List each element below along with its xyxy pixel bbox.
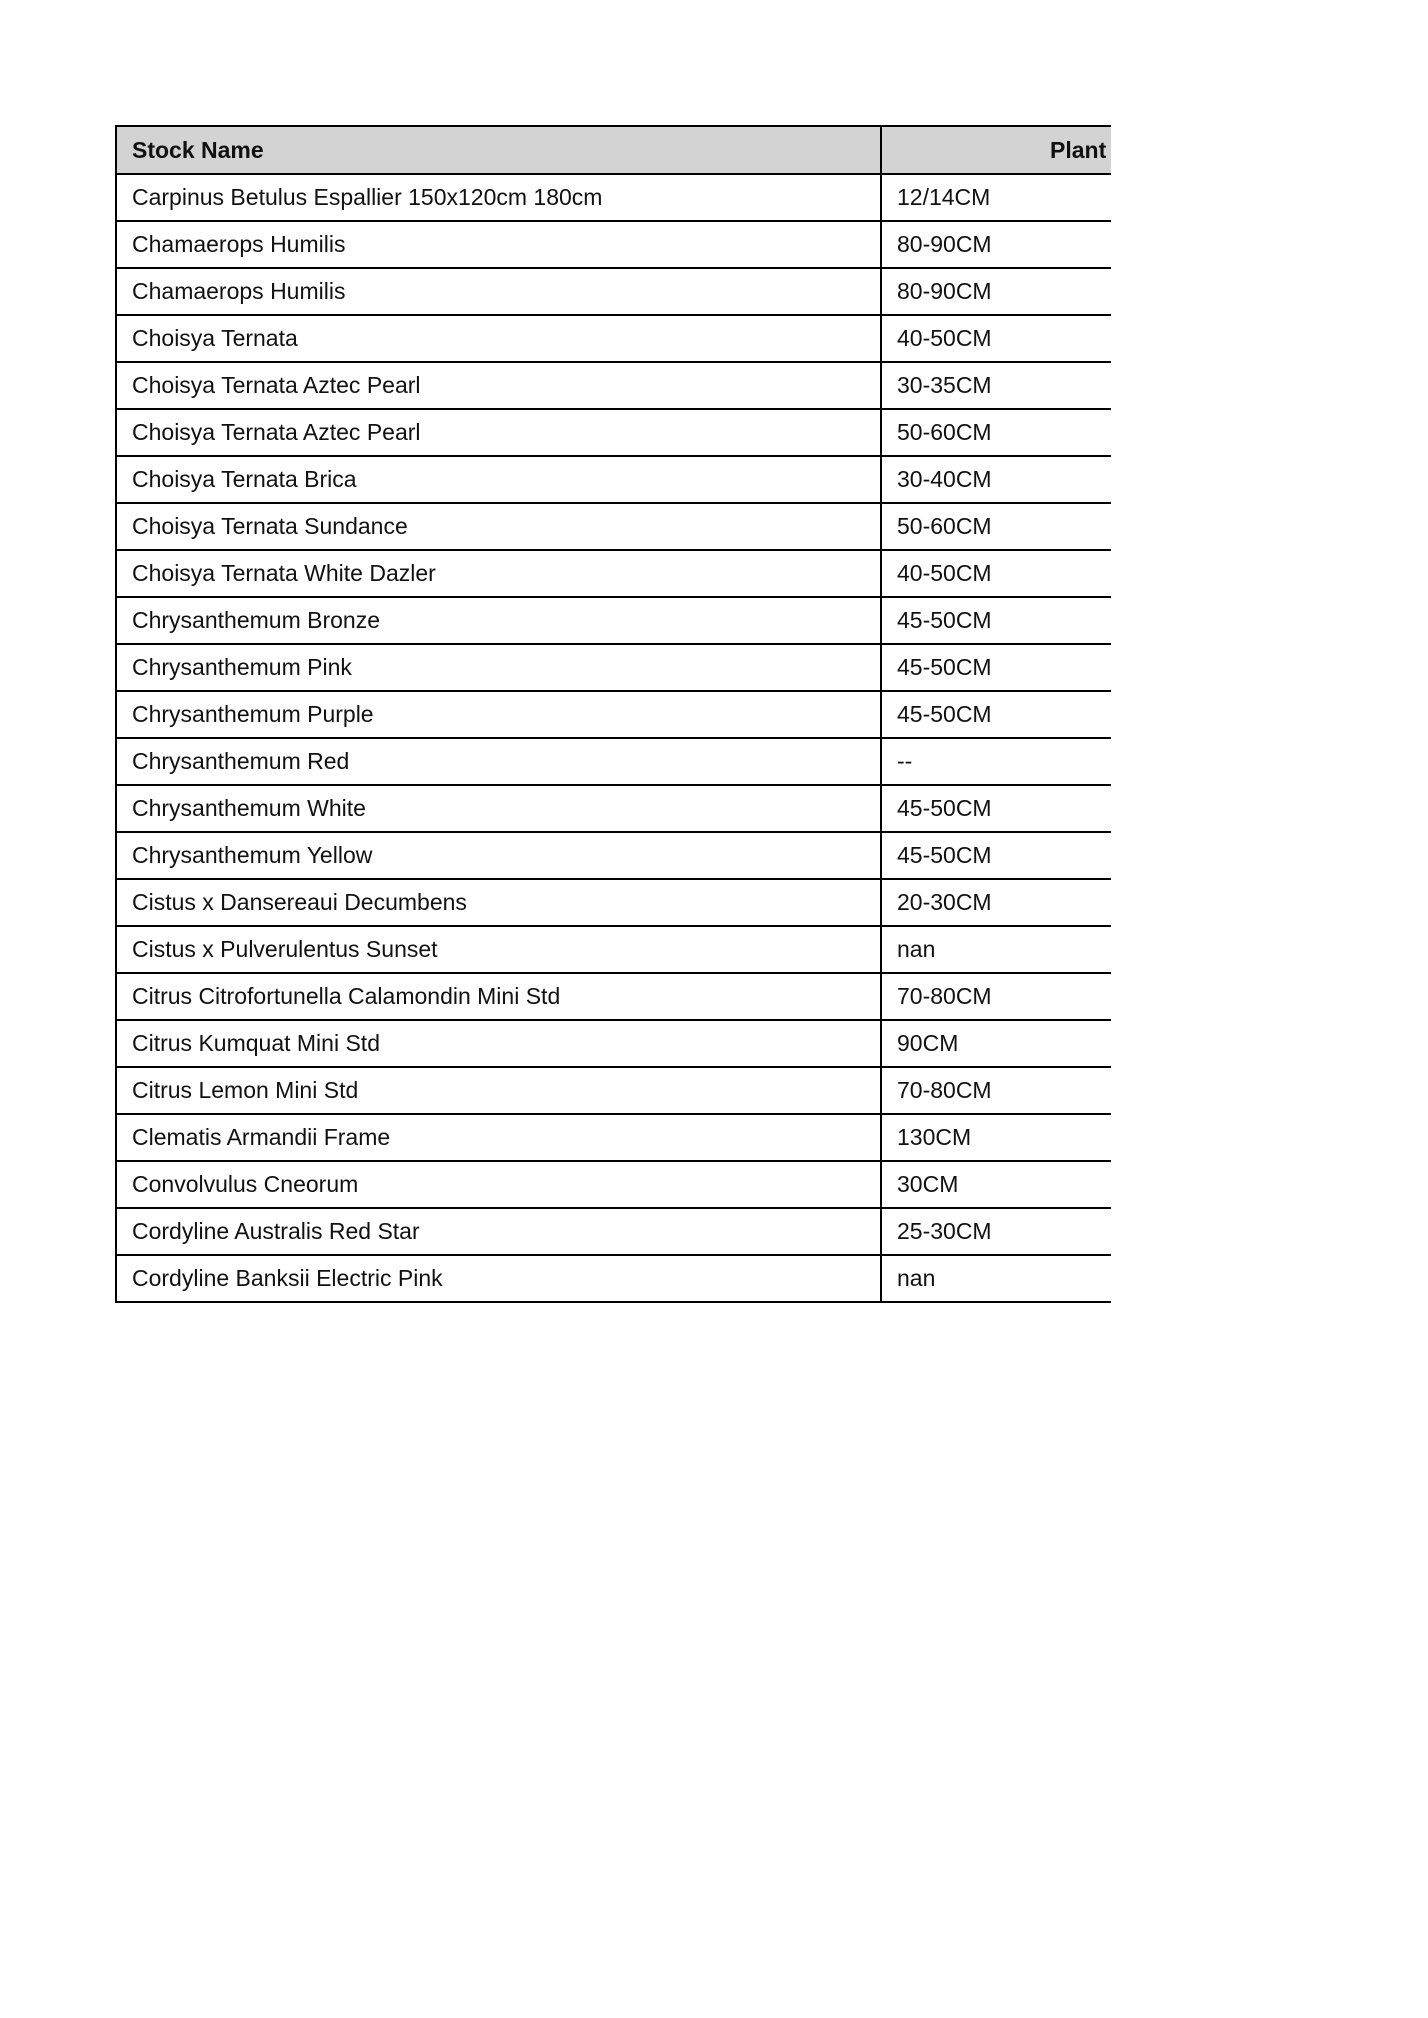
- column-header-stock-name: Stock Name: [116, 126, 881, 174]
- table-row: [116, 315, 1111, 362]
- table-row: [116, 785, 1111, 832]
- stock-name-cell: Choisya Ternata Aztec Pearl: [116, 362, 881, 409]
- plant-size-cell: 30CM: [881, 1161, 1111, 1208]
- table-row: [116, 738, 1111, 785]
- table-row: [116, 409, 1111, 456]
- table-row: [116, 973, 1111, 1020]
- table-row: [116, 456, 1111, 503]
- plant-size-cell: 20-30CM: [881, 879, 1111, 926]
- stock-name-cell: Choisya Ternata White Dazler: [116, 550, 881, 597]
- stock-name-cell: Choisya Ternata Sundance: [116, 503, 881, 550]
- plant-size-cell: 80-90CM: [881, 268, 1111, 315]
- table-row: [116, 1161, 1111, 1208]
- plant-size-cell: 130CM: [881, 1114, 1111, 1161]
- plant-size-cell: 40-50CM: [881, 550, 1111, 597]
- stock-name-cell: Convolvulus Cneorum: [116, 1161, 881, 1208]
- table-row: [116, 597, 1111, 644]
- table-row: [116, 1114, 1111, 1161]
- plant-size-cell: 45-50CM: [881, 691, 1111, 738]
- table-row: [116, 503, 1111, 550]
- stock-name-cell: Choisya Ternata: [116, 315, 881, 362]
- table-row: [116, 268, 1111, 315]
- table-row: [116, 362, 1111, 409]
- plant-size-cell: 80-90CM: [881, 221, 1111, 268]
- table-row: [116, 550, 1111, 597]
- plant-size-cell: 70-80CM: [881, 973, 1111, 1020]
- stock-name-cell: Chrysanthemum Bronze: [116, 597, 881, 644]
- table-row: [116, 1255, 1111, 1302]
- table-row: [116, 1067, 1111, 1114]
- plant-size-cell: 30-35CM: [881, 362, 1111, 409]
- stock-name-cell: Cistus x Pulverulentus Sunset: [116, 926, 881, 973]
- plant-size-cell: 45-50CM: [881, 644, 1111, 691]
- stock-name-cell: Citrus Citrofortunella Calamondin Mini Std: [116, 973, 881, 1020]
- stock-name-cell: Carpinus Betulus Espallier 150x120cm 180cm: [116, 174, 881, 221]
- stock-name-cell: Chrysanthemum White: [116, 785, 881, 832]
- plant-size-cell: 12/14CM: [881, 174, 1111, 221]
- plant-size-cell: --: [881, 738, 1111, 785]
- table-row: [116, 691, 1111, 738]
- stock-name-cell: Choisya Ternata Brica: [116, 456, 881, 503]
- plant-size-cell: 70-80CM: [881, 1067, 1111, 1114]
- plant-size-cell: 40-50CM: [881, 315, 1111, 362]
- stock-name-cell: Cistus x Dansereaui Decumbens: [116, 879, 881, 926]
- plant-size-cell: 30-40CM: [881, 456, 1111, 503]
- stock-name-cell: Chrysanthemum Red: [116, 738, 881, 785]
- stock-name-cell: Cordyline Banksii Electric Pink: [116, 1255, 881, 1302]
- table-crop-viewport: [115, 125, 1111, 1575]
- stock-name-cell: Chrysanthemum Purple: [116, 691, 881, 738]
- plant-size-cell: 25-30CM: [881, 1208, 1111, 1255]
- table-row: [116, 879, 1111, 926]
- stock-name-cell: Chamaerops Humilis: [116, 268, 881, 315]
- table-row: [116, 221, 1111, 268]
- plant-size-cell: 45-50CM: [881, 597, 1111, 644]
- plant-size-cell: nan: [881, 926, 1111, 973]
- stock-name-cell: Choisya Ternata Aztec Pearl: [116, 409, 881, 456]
- plant-size-cell: nan: [881, 1255, 1111, 1302]
- header-row: [116, 126, 1111, 174]
- plant-size-cell: 50-60CM: [881, 503, 1111, 550]
- stock-name-cell: Chamaerops Humilis: [116, 221, 881, 268]
- stock-name-cell: Clematis Armandii Frame: [116, 1114, 881, 1161]
- stock-name-cell: Cordyline Australis Red Star: [116, 1208, 881, 1255]
- table-row: [116, 644, 1111, 691]
- table-row: [116, 832, 1111, 879]
- plant-size-cell: 45-50CM: [881, 832, 1111, 879]
- table-row: [116, 926, 1111, 973]
- stock-name-cell: Citrus Kumquat Mini Std: [116, 1020, 881, 1067]
- stock-name-cell: Chrysanthemum Pink: [116, 644, 881, 691]
- table-row: [116, 174, 1111, 221]
- table-row: [116, 1020, 1111, 1067]
- stock-name-cell: Chrysanthemum Yellow: [116, 832, 881, 879]
- stock-name-cell: Citrus Lemon Mini Std: [116, 1067, 881, 1114]
- stock-table-body: [116, 174, 1111, 1302]
- plant-size-cell: 90CM: [881, 1020, 1111, 1067]
- table-row: [116, 1208, 1111, 1255]
- plant-size-cell: 50-60CM: [881, 409, 1111, 456]
- stock-table: [115, 125, 1111, 1303]
- plant-size-cell: 45-50CM: [881, 785, 1111, 832]
- column-header-plant-size: Plant: [881, 126, 1111, 174]
